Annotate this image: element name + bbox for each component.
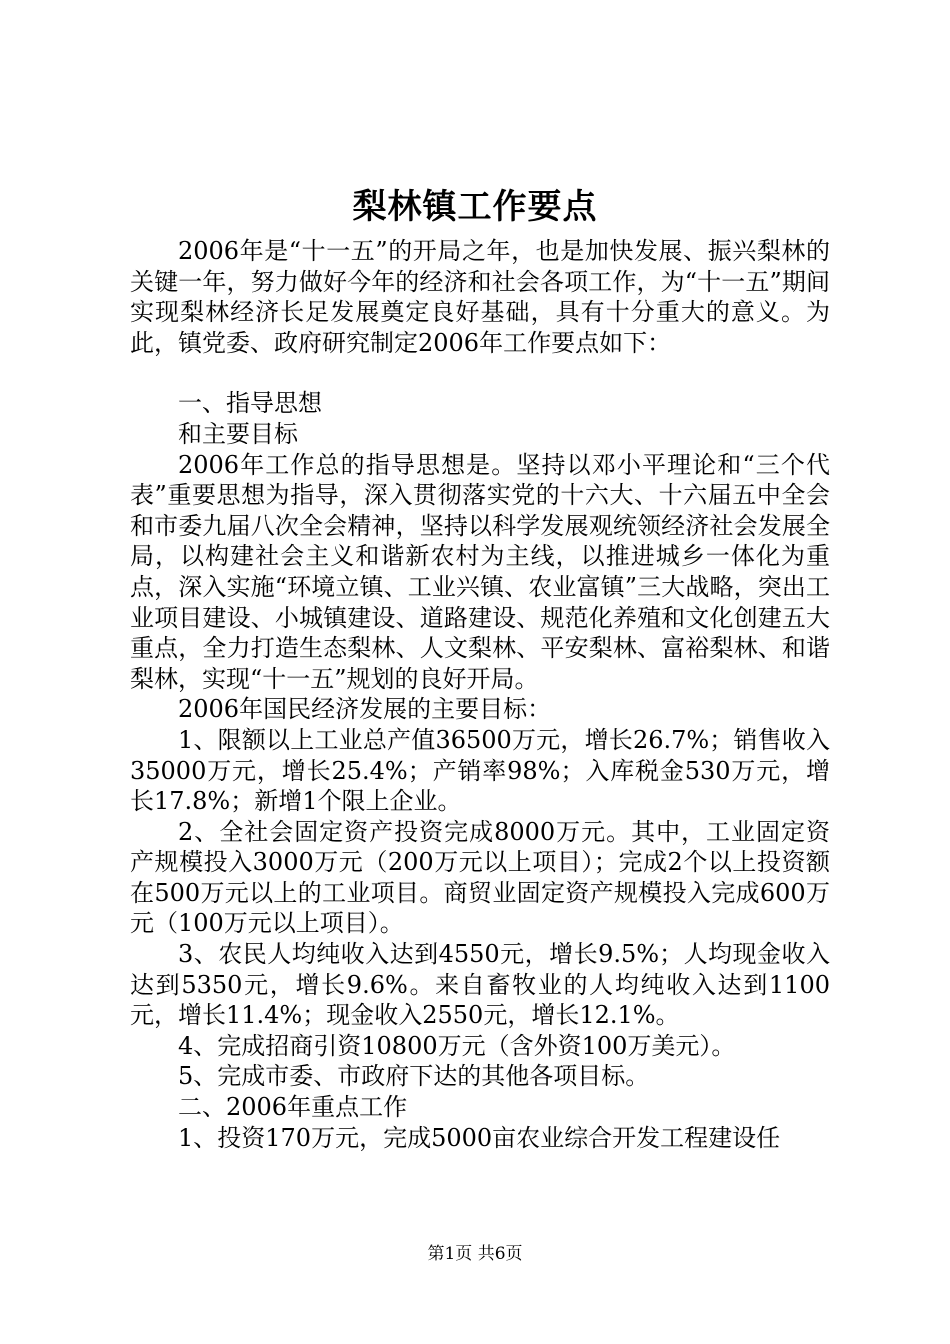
- section-heading-1: 一、指导思想: [178, 389, 322, 418]
- section-heading-1-cont: 和主要目标: [178, 419, 298, 448]
- paragraph-guiding-ideology: 2006年工作总的指导思想是。坚持以邓小平理论和“三个代表”重要思想为指导，深入贯彻落实党的十六大、十六届五中全会和市委九届八次全会精神，坚持以科学发展观统领经济社会发展全局，以构建社会主义和谐新农村为主线，以推进城乡一体化为重点，深入实施“环境立镇、工业兴镇、农业富镇”三大战略，突出工业项目建设、小城镇建设、道路建设、规范化养殖和文化创建五大重点，全力打造生态梨林、人文梨林、平安梨林、富裕梨林、和谐梨林，实现“十一五”规划的良好开局。: [130, 450, 830, 693]
- goal-item-3: 3、农民人均纯收入达到4550元，增长9.5%；人均现金收入达到5350元，增长9.6%。来自畜牧业的人均纯收入达到1100元，增长11.4%；现金收入2550元，增长12.1%。: [130, 940, 830, 1030]
- paragraph-intro: 2006年是“十一五”的开局之年，也是加快发展、振兴梨林的关键一年，努力做好今年的经济和社会各项工作，为“十一五”期间实现梨林经济长足发展奠定良好基础，具有十分重大的意义。为此，镇党委、政府研究制定2006年工作要点如下：: [130, 237, 830, 357]
- page-footer: 第1页 共6页: [427, 1244, 523, 1264]
- work-item-1: 1、投资170万元，完成5000亩农业综合开发工程建设任: [178, 1123, 781, 1152]
- section-heading-2: 二、2006年重点工作: [178, 1093, 408, 1122]
- goal-item-2: 2、全社会固定资产投资完成8000万元。其中，工业固定资产规模投入3000万元（200万元以上项目）；完成2个以上投资额在500万元以上的工业项目。商贸业固定资产规模投入完成600万元（100万元以上项目）。: [130, 817, 830, 938]
- goal-item-5: 5、完成市委、市政府下达的其他各项目标。: [178, 1062, 650, 1091]
- document-title: 梨林镇工作要点: [352, 187, 598, 227]
- goal-item-4: 4、完成招商引资10800万元（含外资100万美元）。: [178, 1031, 736, 1060]
- document-body: [130, 236, 830, 1153]
- paragraph-goals-heading: 2006年国民经济发展的主要目标：: [178, 695, 552, 724]
- goal-item-1: 1、限额以上工业总产值36500万元，增长26.7%；销售收入35000万元，增长25.4%；产销率98%；入库税金530万元，增长17.8%；新增1个限上企业。: [130, 725, 830, 816]
